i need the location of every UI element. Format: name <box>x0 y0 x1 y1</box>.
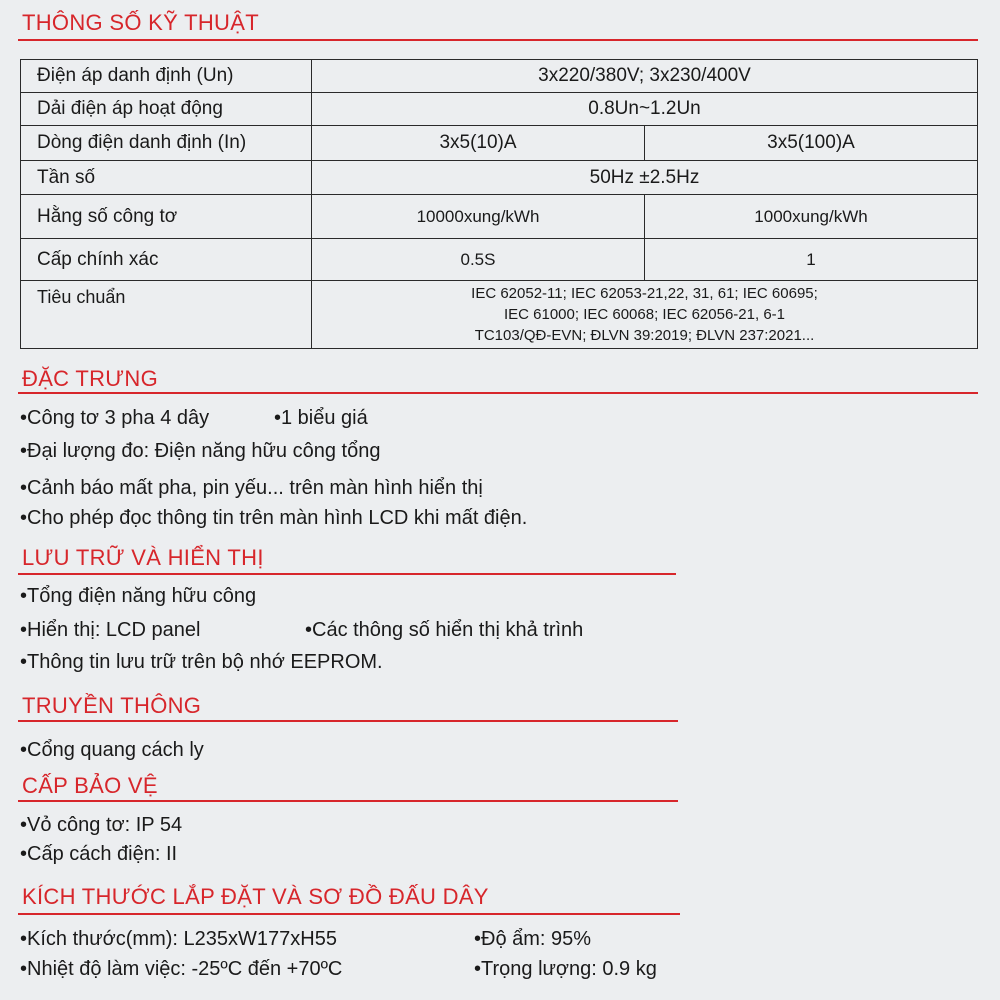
communication-item: •Cổng quang cách ly <box>20 739 204 761</box>
standards-line: IEC 61000; IEC 60068; IEC 62056-21, 6-1 <box>503 306 785 323</box>
feature-item: •Cho phép đọc thông tin trên màn hình LCD khi mất điện. <box>20 507 528 529</box>
spec-value: 3x5(10)A <box>312 126 645 161</box>
protection-item: •Cấp cách điện: II <box>20 843 178 865</box>
dimensions-item: •Kích thước(mm): L235xW177xH55 <box>20 928 337 950</box>
spec-row-meter-constant <box>21 195 978 239</box>
communication-section-title: TRUYỀN THÔNG <box>22 693 202 718</box>
storage-section-title: LƯU TRỮ VÀ HIỂN THỊ <box>22 545 264 570</box>
spec-value: 0.8Un~1.2Un <box>312 93 978 126</box>
spec-value: 1 <box>645 239 978 281</box>
spec-row-accuracy <box>21 239 978 281</box>
spec-value: 50Hz ±2.5Hz <box>312 161 978 195</box>
storage-item: •Hiển thị: LCD panel <box>20 619 201 641</box>
spec-row-frequency <box>21 161 978 195</box>
protection-section-title: CẤP BẢO VỆ <box>22 773 158 798</box>
feature-item: •Công tơ 3 pha 4 dây <box>20 407 210 429</box>
spec-label: Tiêu chuẩn <box>21 281 312 349</box>
spec-label: Tần số <box>21 161 312 195</box>
feature-item: •Cảnh báo mất pha, pin yếu... trên màn hình hiển thị <box>20 477 483 499</box>
standards-line: IEC 62052-11; IEC 62053-21,22, 31, 61; IEC 60695; <box>471 285 818 302</box>
spec-label: Cấp chính xác <box>21 239 312 281</box>
spec-row-voltage-range <box>21 93 978 126</box>
dimensions-item: •Nhiệt độ làm việc: -25ºC đến +70ºC <box>20 958 343 980</box>
spec-label: Dòng điện danh định (In) <box>21 126 312 161</box>
feature-item: •1 biểu giá <box>274 407 368 429</box>
spec-value: 0.5S <box>312 239 645 281</box>
spec-label: Điện áp danh định (Un) <box>21 60 312 93</box>
spec-value-standards <box>312 281 978 349</box>
spec-label: Dải điện áp hoạt động <box>21 93 312 126</box>
features-title-underline <box>18 392 978 394</box>
spec-row-standards <box>21 281 978 349</box>
feature-item: •Đại lượng đo: Điện năng hữu công tổng <box>20 440 381 462</box>
spec-value: 3x5(100)A <box>645 126 978 161</box>
spec-value: 1000xung/kWh <box>645 195 978 239</box>
spec-row-rated-current <box>21 126 978 161</box>
storage-title-underline <box>18 573 676 575</box>
storage-item: •Tổng điện năng hữu công <box>20 585 257 607</box>
protection-title-underline <box>18 800 678 802</box>
storage-item: •Các thông số hiển thị khả trình <box>305 619 584 641</box>
spec-label: Hằng số công tơ <box>21 195 312 239</box>
features-section-title: ĐẶC TRƯNG <box>22 366 158 391</box>
communication-title-underline <box>18 720 678 722</box>
spec-row-rated-voltage <box>21 60 978 93</box>
spec-value: 10000xung/kWh <box>312 195 645 239</box>
dimensions-item: •Độ ẩm: 95% <box>474 928 592 950</box>
specs-title-underline <box>18 39 978 41</box>
spec-value: 3x220/380V; 3x230/400V <box>312 60 978 93</box>
dimensions-title-underline <box>18 913 680 915</box>
storage-item: •Thông tin lưu trữ trên bộ nhớ EEPROM. <box>20 651 383 673</box>
dimensions-item: •Trọng lượng: 0.9 kg <box>474 958 657 980</box>
specs-section-title: THÔNG SỐ KỸ THUẬT <box>22 10 259 35</box>
standards-line: TC103/QĐ-EVN; ĐLVN 39:2019; ĐLVN 237:2021... <box>474 327 815 344</box>
protection-item: •Vỏ công tơ: IP 54 <box>20 814 183 836</box>
dimensions-section-title: KÍCH THƯỚC LẮP ĐẶT VÀ SƠ ĐỒ ĐẤU DÂY <box>22 884 489 909</box>
specs-table <box>20 59 978 349</box>
